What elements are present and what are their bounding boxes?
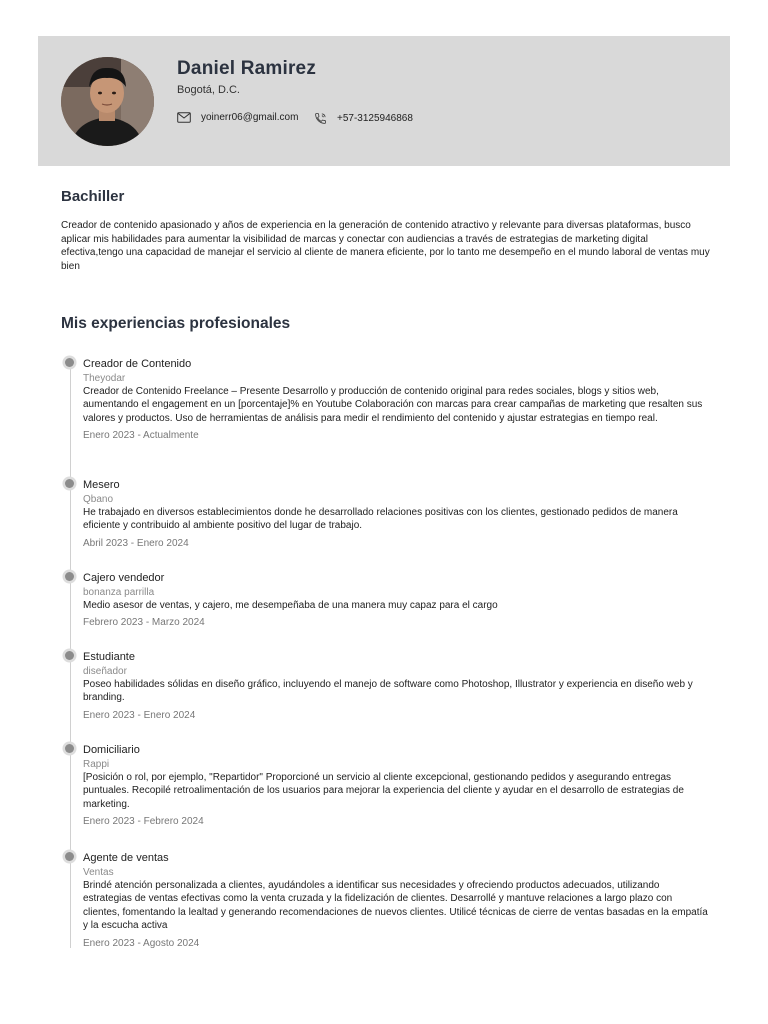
job-description: Poseo habilidades sólidas en diseño gráfico, incluyendo el manejo de software como Photoshop, Illustrator y experiencia en diseño web y branding. [83,679,693,704]
job-dates: Enero 2023 - Enero 2024 [83,709,196,721]
experience-item [83,743,708,828]
job-title: Estudiante [83,651,135,663]
timeline-dot [65,852,74,861]
job-description: Creador de Contenido Freelance – Presente Desarrollo y producción de contenido original para redes sociales, blogs y sitios web, aumentando el engagement en un [porcentaje]% en Youtube Colaboración con marcas para crear campañas de marketing que resalten sus valores y productos. Uso de herramientas de análisis para medir el rendimiento del contenido y ajustar estrategias en tiempo real. [83,386,703,424]
job-dates: Enero 2023 - Agosto 2024 [83,937,200,949]
job-dates: Enero 2023 - Febrero 2024 [83,816,204,828]
timeline-dot [65,479,74,488]
job-company: diseñador [83,666,127,677]
experience-item [83,650,708,722]
experience-heading: Mis experiencias profesionales [61,315,291,332]
experience-item [83,478,708,550]
envelope-icon [177,112,191,123]
phone-contact[interactable] [314,112,413,125]
job-description: Brindé atención personalizada a clientes, ayudándoles a identificar sus necesidades y ofreciendo productos adecuados, utilizando estrategias de ventas efectivas como la venta cruzada y la fidelización de clientes. Desarrollé y mantuve relaciones a largo plazo con clientes, fomentando la lealtad y generando recomendaciones de nuevos clientes. Utilicé técnicas de cierre de ventas basadas en la empatía y la escucha activa [83,880,708,932]
job-description: He trabajado en diversos establecimientos donde he desarrollado relaciones positivas con los clientes, gestionado pedidos de manera eficiente y contribuido al ambiente positivo del lugar de trabajo. [83,507,678,532]
timeline-dot [65,572,74,581]
experience-item [83,571,708,629]
job-dates: Febrero 2023 - Marzo 2024 [83,617,205,629]
timeline-dot [65,651,74,660]
timeline-dot [65,744,74,753]
profile-heading: Bachiller [61,188,125,205]
profile-photo [61,57,154,146]
phone-text[interactable]: +57-3125946868 [337,113,413,124]
job-company: Theyodar [83,373,126,384]
job-company: Qbano [83,494,114,505]
job-company: bonanza parrilla [83,587,155,598]
phone-icon [314,112,327,125]
candidate-city: Bogotá, D.C. [177,84,240,96]
job-title: Domiciliario [83,744,140,756]
profile-summary: Creador de contenido apasionado y años de experiencia en la generación de contenido atractivo y relevante para diversas plataformas, busco aplicar mis habilidades para aumentar la visibilidad de marcas y conectar con audiencias a través de estrategias de marketing digital efectiva,tengo una capacidad de manejar el servicio al cliente de manera eficiente, por lo tanto me desempeño en el mundo laboral de ventas muy bien [61,220,710,272]
job-dates: Enero 2023 - Actualmente [83,430,199,442]
experience-item [83,357,708,442]
resume-header [38,36,730,166]
job-dates: Abril 2023 - Enero 2024 [83,537,189,549]
job-description: [Posición o rol, por ejemplo, "Repartidor" Proporcioné un servicio al cliente excepcional, gestionando pedidos y asegurando entregas puntuales. Recopilé retroalimentación de los usuarios para mejorar la experiencia del cliente y ayudar en el desarrollo de estrategias de marketing. [83,772,684,810]
job-company: Ventas [83,867,114,878]
job-company: Rappi [83,759,110,770]
job-title: Creador de Contenido [83,358,192,370]
email-contact[interactable] [177,112,298,123]
job-title: Agente de ventas [83,852,169,864]
avatar [61,57,154,146]
email-text[interactable]: yoinerr06@gmail.com [201,112,299,123]
job-description: Medio asesor de ventas, y cajero, me desempeñaba de una manera muy capaz para el cargo [83,600,498,611]
timeline-dot [65,358,74,367]
job-title: Mesero [83,479,120,491]
candidate-name: Daniel Ramirez [177,58,317,79]
job-title: Cajero vendedor [83,572,165,584]
experience-item [83,851,708,950]
